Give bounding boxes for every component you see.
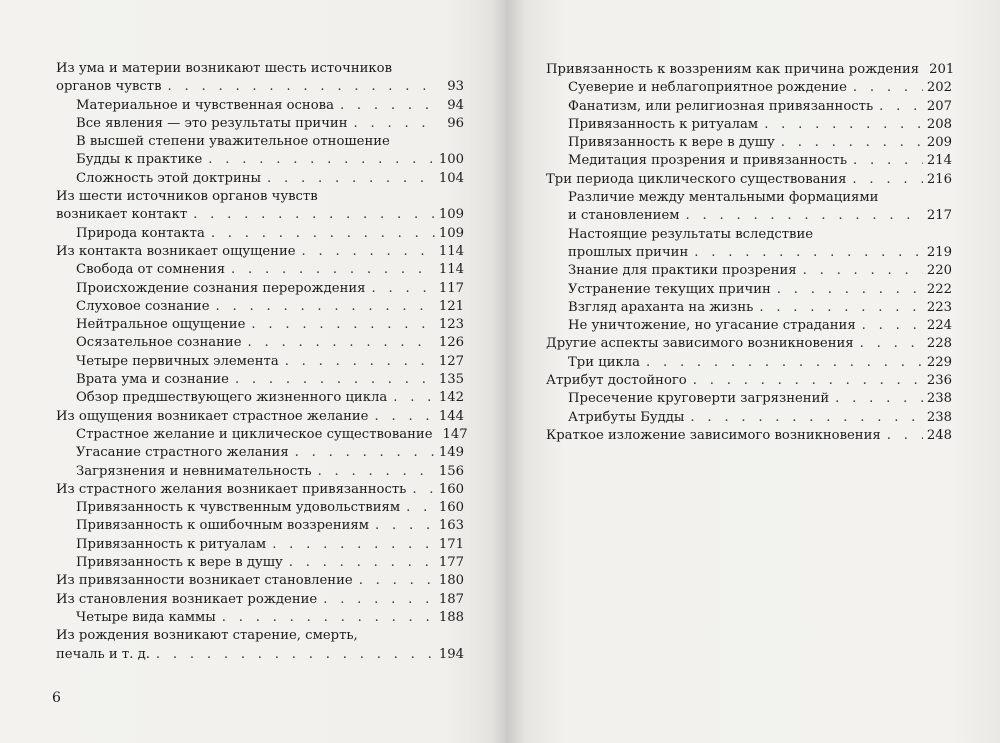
toc-entry-page: 194 xyxy=(438,646,464,662)
dot-leader xyxy=(359,572,435,590)
toc-entry xyxy=(56,481,464,499)
right-page xyxy=(506,0,1000,743)
toc-entry-page: 93 xyxy=(447,79,464,95)
toc-entry-page: 127 xyxy=(438,353,464,369)
toc-entry-page: 177 xyxy=(438,555,464,571)
toc-entry-page: 94 xyxy=(447,97,464,113)
toc-entry-title: Сложность этой доктрины xyxy=(76,170,262,186)
toc-entry-page: 224 xyxy=(926,318,952,334)
dot-leader xyxy=(372,280,435,298)
toc-entry xyxy=(546,171,952,189)
toc-entry-title-continued: и становлением xyxy=(568,208,680,224)
toc-entry xyxy=(546,189,952,226)
toc-entry-title: Атрибуты Будды xyxy=(568,409,685,425)
toc-entry xyxy=(546,152,952,170)
toc-entry-page: 156 xyxy=(438,463,464,479)
toc-entry xyxy=(56,536,464,554)
dot-leader xyxy=(375,517,435,535)
toc-entry xyxy=(546,134,952,152)
toc-entry xyxy=(56,334,464,352)
dot-leader xyxy=(860,335,923,353)
dot-leader xyxy=(406,499,435,517)
toc-entry-title: Взгляд араханта на жизнь xyxy=(568,299,754,315)
toc-entry xyxy=(546,390,952,408)
toc-entry-title: Четыре вида каммы xyxy=(76,609,216,625)
dot-leader xyxy=(295,444,435,462)
toc-entry xyxy=(56,499,464,517)
toc-entry-title: Другие аспекты зависимого возникновения xyxy=(546,336,854,352)
toc-entry-page: 121 xyxy=(438,298,464,314)
toc-list-left xyxy=(56,60,468,664)
toc-entry-page: 163 xyxy=(438,518,464,534)
toc-entry xyxy=(56,463,464,481)
toc-entry-title: Из привязанности возникает становление xyxy=(56,573,353,589)
toc-entry-title: Из шести источников органов чувств xyxy=(56,189,318,205)
dot-leader xyxy=(646,354,923,372)
toc-entry xyxy=(546,409,952,427)
toc-entry xyxy=(56,225,464,243)
dot-leader xyxy=(216,298,435,316)
toc-entry-page: 217 xyxy=(926,208,952,224)
toc-entry xyxy=(546,354,952,372)
toc-entry-title: Из ума и материи возникают шесть источников xyxy=(56,61,393,76)
toc-entry-title: Из страстного желания возникает привязанность xyxy=(56,481,407,497)
toc-entry-title: Привязанность к воззрениям как причина рождения xyxy=(546,62,920,77)
toc-entry xyxy=(56,408,464,426)
toc-entry-title: Краткое изложение зависимого возникновения xyxy=(546,427,881,443)
toc-entry xyxy=(546,427,952,445)
dot-leader xyxy=(302,243,435,261)
toc-entry xyxy=(56,188,464,225)
toc-entry-title: Происхождение сознания перерождения xyxy=(76,280,366,296)
toc-entry xyxy=(56,389,464,407)
toc-entry-title: Знание для практики прозрения xyxy=(568,263,797,279)
dot-leader xyxy=(222,609,435,627)
toc-entry-title-continued: Будды к практике xyxy=(76,152,203,168)
dot-leader xyxy=(777,281,923,299)
toc-entry-title: Медитация прозрения и привязанность xyxy=(568,153,848,169)
toc-list-right xyxy=(546,61,955,445)
toc-entry-page: 216 xyxy=(926,171,952,187)
dot-leader xyxy=(852,171,922,189)
dot-leader xyxy=(193,206,435,224)
toc-entry-title: Из ощущения возникает страстное желание xyxy=(56,408,369,424)
toc-entry-title-continued: прошлых причин xyxy=(568,244,689,260)
dot-leader xyxy=(231,261,435,279)
dot-leader xyxy=(289,554,435,572)
toc-entry xyxy=(56,298,464,316)
toc-entry-title: Устранение текущих причин xyxy=(568,281,771,297)
toc-entry xyxy=(56,170,464,188)
toc-entry-title: Три периода циклического существования xyxy=(546,171,847,187)
toc-entry xyxy=(56,517,464,535)
toc-entry-page: 149 xyxy=(438,445,464,461)
toc-entry-page: 126 xyxy=(438,335,464,351)
toc-entry-page: 223 xyxy=(926,299,952,315)
toc-entry xyxy=(56,261,464,279)
toc-entry-page: 114 xyxy=(438,262,464,278)
toc-entry-title-continued: органов чувств xyxy=(56,79,162,95)
toc-entry-title: Угасание страстного желания xyxy=(76,445,289,461)
toc-entry-title: Слуховое сознание xyxy=(76,298,210,314)
dot-leader xyxy=(208,151,435,169)
dot-leader xyxy=(781,134,923,152)
toc-entry-title: Из рождения возникают старение, смерть, xyxy=(56,628,358,644)
dot-leader xyxy=(887,427,923,445)
dot-leader xyxy=(764,116,923,134)
toc-entry-title: Страстное желание и циклическое существование xyxy=(76,426,433,442)
toc-entry-page: 238 xyxy=(926,409,952,425)
toc-entry-page: 160 xyxy=(438,481,464,497)
dot-leader xyxy=(235,371,435,389)
dot-leader xyxy=(694,244,923,262)
dot-leader xyxy=(759,299,922,317)
toc-entry-title-continued: возникает контакт xyxy=(56,207,188,223)
toc-entry-title: Атрибут достойного xyxy=(546,373,687,389)
toc-entry-page: 236 xyxy=(926,373,952,389)
toc-entry-page: 147 xyxy=(442,426,468,442)
toc-entry xyxy=(546,281,952,299)
toc-entry-page: 104 xyxy=(438,170,464,186)
toc-entry-page: 144 xyxy=(438,408,464,424)
dot-leader xyxy=(323,591,435,609)
toc-entry-page: 219 xyxy=(926,244,952,260)
toc-entry-page: 160 xyxy=(438,500,464,516)
toc-entry xyxy=(546,61,955,79)
toc-entry-title-continued: печаль и т. д. xyxy=(56,646,150,662)
toc-entry-page: 229 xyxy=(926,354,952,370)
toc-entry-title: Осязательное сознание xyxy=(76,335,242,351)
toc-entry-title: Различие между ментальными формациями xyxy=(568,190,879,206)
toc-entry xyxy=(56,371,464,389)
toc-entry-page: 238 xyxy=(926,391,952,407)
dot-leader xyxy=(285,353,435,371)
toc-entry-page: 201 xyxy=(929,62,955,77)
dot-leader xyxy=(374,408,434,426)
dot-leader xyxy=(156,646,435,664)
dot-leader xyxy=(803,262,923,280)
toc-entry-title: Из становления возникает рождение xyxy=(56,591,318,607)
toc-entry-title: Три цикла xyxy=(568,354,640,370)
dot-leader xyxy=(354,115,439,133)
dot-leader xyxy=(168,78,438,96)
toc-entry xyxy=(56,426,468,444)
dot-leader xyxy=(272,536,435,554)
dot-leader xyxy=(690,409,922,427)
toc-entry-page: 142 xyxy=(438,390,464,406)
toc-entry xyxy=(56,133,464,170)
toc-entry-page: 188 xyxy=(438,609,464,625)
dot-leader xyxy=(412,481,435,499)
dot-leader xyxy=(248,334,435,352)
toc-entry-page: 187 xyxy=(438,591,464,607)
toc-entry-page: 208 xyxy=(926,116,952,132)
toc-entry xyxy=(56,280,464,298)
toc-entry-page: 248 xyxy=(926,427,952,443)
toc-entry-title: Суеверие и неблагоприятное рождение xyxy=(568,80,847,96)
toc-entry-page: 220 xyxy=(926,263,952,279)
dot-leader xyxy=(211,225,435,243)
toc-entry xyxy=(56,572,464,590)
toc-entry-title: Свобода от сомнения xyxy=(76,262,226,278)
toc-entry xyxy=(546,317,952,335)
toc-entry xyxy=(56,243,464,261)
toc-entry xyxy=(56,115,464,133)
dot-leader xyxy=(393,389,435,407)
toc-entry-title: Из контакта возникает ощущение xyxy=(56,243,296,259)
toc-entry-page: 202 xyxy=(926,80,952,96)
toc-entry xyxy=(56,554,464,572)
toc-entry xyxy=(546,372,952,390)
dot-leader xyxy=(686,207,923,225)
toc-entry-page: 100 xyxy=(438,152,464,168)
toc-entry xyxy=(56,353,464,371)
toc-entry-title: Нейтральное ощущение xyxy=(76,317,246,333)
toc-entry-title: Врата ума и сознание xyxy=(76,372,229,388)
dot-leader xyxy=(853,152,923,170)
toc-entry-page: 209 xyxy=(926,135,952,151)
toc-entry xyxy=(546,262,952,280)
page-number: 6 xyxy=(52,690,61,706)
toc-entry-title: Привязанность к ритуалам xyxy=(76,536,267,552)
dot-leader xyxy=(862,317,923,335)
toc-entry-page: 180 xyxy=(438,573,464,589)
dot-leader xyxy=(693,372,923,390)
toc-entry-title: Четыре первичных элемента xyxy=(76,353,279,369)
toc-entry xyxy=(546,98,952,116)
toc-entry-title: Загрязнения и невнимательность xyxy=(76,463,312,479)
toc-entry-title: Не уничтожение, но угасание страдания xyxy=(568,318,856,334)
toc-entry-title: Привязанность к ритуалам xyxy=(568,116,759,132)
dot-leader xyxy=(267,170,435,188)
dot-leader xyxy=(340,97,438,115)
toc-entry-title: Фанатизм, или религиозная привязанность xyxy=(568,98,874,114)
toc-entry xyxy=(56,444,464,462)
toc-entry-page: 222 xyxy=(926,281,952,297)
toc-entry-page: 171 xyxy=(438,536,464,552)
toc-entry xyxy=(56,627,464,664)
toc-entry-page: 123 xyxy=(438,317,464,333)
toc-entry xyxy=(546,299,952,317)
toc-entry-page: 214 xyxy=(926,153,952,169)
toc-entry-title: Природа контакта xyxy=(76,225,205,241)
toc-entry-page: 135 xyxy=(438,372,464,388)
toc-entry-page: 228 xyxy=(926,336,952,352)
toc-entry-page: 207 xyxy=(926,98,952,114)
toc-entry-title: Материальное и чувственная основа xyxy=(76,97,334,113)
toc-entry xyxy=(546,116,952,134)
toc-entry-page: 109 xyxy=(438,225,464,241)
toc-entry xyxy=(546,79,952,97)
toc-entry xyxy=(546,226,952,263)
dot-leader xyxy=(879,98,923,116)
toc-entry-title: Настоящие результаты вследствие xyxy=(568,226,814,242)
dot-leader xyxy=(835,390,923,408)
toc-entry-title: Обзор предшествующего жизненного цикла xyxy=(76,390,388,406)
toc-entry xyxy=(56,316,464,334)
toc-entry-title: Все явления — это результаты причин xyxy=(76,115,348,131)
toc-entry-title: В высшей степени уважительное отношение xyxy=(76,134,390,150)
toc-entry-page: 117 xyxy=(438,280,464,296)
toc-entry-page: 96 xyxy=(447,115,464,131)
toc-entry-page: 114 xyxy=(438,243,464,259)
toc-entry xyxy=(546,335,952,353)
toc-entry-title: Пресечение круговерти загрязнений xyxy=(568,391,830,407)
toc-entry xyxy=(56,60,464,97)
toc-entry-title: Привязанность к вере в душу xyxy=(568,135,775,151)
toc-entry xyxy=(56,97,464,115)
toc-entry xyxy=(56,591,464,609)
dot-leader xyxy=(318,463,435,481)
dot-leader xyxy=(853,79,923,97)
toc-entry-title: Привязанность к чувственным удовольствиям xyxy=(76,500,401,516)
dot-leader xyxy=(251,316,434,334)
toc-entry-title: Привязанность к вере в душу xyxy=(76,555,283,571)
toc-entry xyxy=(56,609,464,627)
toc-entry-page: 109 xyxy=(438,207,464,223)
toc-entry-title: Привязанность к ошибочным воззрениям xyxy=(76,518,370,534)
